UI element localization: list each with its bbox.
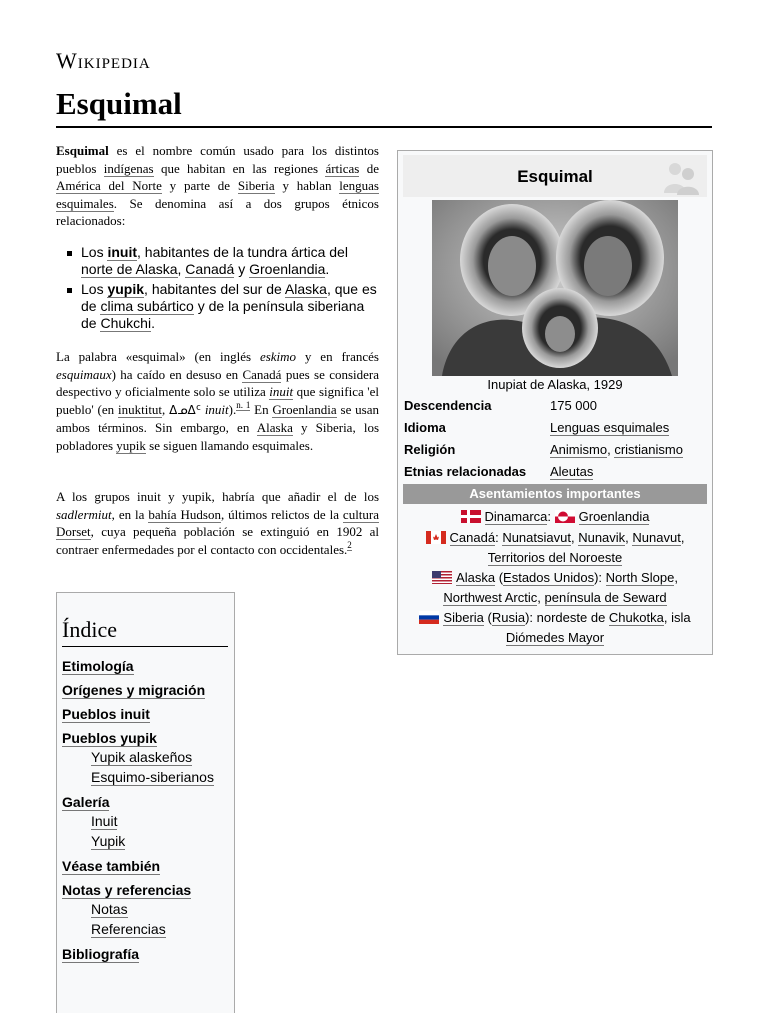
bullet-text: , (177, 261, 186, 277)
row-label: Etnias relacionadas (404, 464, 527, 479)
para-italic: eskimo (259, 349, 297, 364)
para-text: , últimos relictos de la (220, 506, 343, 522)
row-label: Idioma (404, 420, 446, 435)
settlement-alaska (403, 568, 707, 608)
row-value: 175 000 (550, 398, 597, 413)
table-of-contents (56, 592, 235, 1013)
para-text: La palabra «esquimal» (en inglés (56, 349, 260, 364)
canada-flag-icon (426, 531, 446, 544)
settlement-siberia (403, 608, 707, 648)
para-text: , (162, 401, 170, 417)
bullet-text: y (234, 261, 250, 277)
row-descendencia (404, 396, 708, 418)
intro-paragraph (56, 142, 379, 230)
usa-flag-icon (432, 571, 452, 584)
list-item-yupik (66, 281, 382, 332)
infobox-rows (404, 396, 708, 484)
infobox-photo (432, 200, 678, 376)
link-groenlandia-2[interactable]: Groenlandia (272, 401, 337, 417)
link-canada[interactable]: Canadá (185, 261, 235, 277)
link-dinamarca[interactable]: Dinamarca (484, 509, 548, 524)
bullet-text: , habitantes de la tundra ártica del (137, 244, 348, 260)
link-peninsula-de-seward[interactable]: península de Seward (544, 590, 667, 605)
link-inuktitut[interactable]: inuktitut (117, 401, 163, 417)
link-canada-3[interactable]: Canadá (449, 530, 496, 545)
link-cultura-dorset[interactable]: cultura Dorset (56, 506, 380, 540)
link-north-slope[interactable]: North Slope (605, 570, 675, 585)
title-divider (56, 126, 712, 128)
wikipedia-wordmark[interactable]: Wikipedia (56, 48, 151, 73)
toc-item[interactable] (62, 657, 232, 675)
toc-item-label[interactable]: Galería (62, 794, 110, 810)
para-text: A los grupos inuit y yupik, habría que añadir el de los (56, 489, 379, 504)
separator: , (625, 530, 633, 545)
toc-subitem[interactable] (62, 767, 232, 787)
toc-subitem-label[interactable]: Notas (91, 901, 128, 917)
para-italic: inuit (204, 401, 229, 417)
intro-text: . Se denomina así a dos grupos étnicos relacionados: (56, 195, 379, 229)
bullet-text: . (151, 315, 155, 331)
list-item-inuit (66, 244, 382, 278)
toc-list (62, 651, 232, 963)
toc-heading: Índice (62, 617, 228, 647)
link-siberia-2[interactable]: Siberia (443, 610, 484, 625)
toc-subitem-label[interactable]: Esquimo-siberianos (91, 769, 214, 785)
syllabics-text: ᐃᓄᐃᑦ (169, 402, 201, 417)
infobox (397, 150, 713, 655)
para-text: ). (228, 401, 237, 417)
toc-item-label[interactable]: Bibliografía (62, 946, 140, 962)
separator: ): nordeste de (525, 610, 609, 625)
toc-item-label[interactable]: Pueblos inuit (62, 706, 150, 722)
toc-subitem-label[interactable]: Referencias (91, 921, 166, 937)
separator: ( (483, 610, 492, 625)
toc-item[interactable] (62, 793, 232, 811)
link-america-del-norte[interactable]: América del Norte (56, 178, 162, 194)
para-text: ) ha caído en desuso en (111, 366, 243, 382)
link-groenlandia-3[interactable]: Groenlandia (578, 509, 650, 524)
para-text: se usan ambos términos. Sin embargo, en (56, 401, 379, 436)
link-nunavik[interactable]: Nunavik (578, 530, 626, 545)
row-etnias (404, 462, 708, 484)
para-text: pues se considera despectivo y oficialmente solo se utiliza (56, 366, 380, 400)
link-articas[interactable]: árticas (325, 160, 360, 176)
link-rusia[interactable]: Rusia (491, 610, 526, 625)
link-animismo[interactable]: Animismo (550, 442, 608, 457)
bullet-text: Los (81, 281, 108, 297)
bullet-text: y de la península siberiana de (81, 298, 365, 331)
separator: ( (495, 570, 504, 585)
intro-term: Esquimal (56, 143, 109, 158)
toc-subitem[interactable] (62, 919, 232, 939)
link-chukchi[interactable]: Chukchi (100, 315, 152, 331)
infobox-header (403, 155, 707, 197)
toc-item-label[interactable]: Notas y referencias (62, 882, 192, 898)
link-inuit-2[interactable]: inuit (269, 384, 294, 400)
russia-flag-icon (419, 611, 439, 624)
para-text: que significa 'el pueblo' (en (56, 384, 379, 417)
toc-item[interactable] (62, 681, 232, 699)
para-text: se siguen llamando esquimales. (145, 437, 314, 453)
link-alaska-2[interactable]: Alaska (256, 420, 293, 436)
bullet-text: , que es de (81, 281, 377, 314)
toc-subitem[interactable] (62, 899, 232, 919)
infobox-caption: Inupiat de Alaska, 1929 (487, 377, 623, 392)
row-label: Religión (404, 442, 456, 457)
separator: : (495, 530, 503, 545)
etymology-paragraph (56, 348, 379, 455)
row-label: Descendencia (404, 398, 492, 413)
link-alaska[interactable]: Alaska (284, 281, 327, 297)
para-text: , cuya pequeña población se extinguió en 1902 al contraer enfermedades por el contacto con occidentales. (56, 524, 379, 557)
link-aleutas[interactable]: Aleutas (550, 464, 594, 479)
link-estados-unidos[interactable]: Estados Unidos (503, 570, 595, 585)
settlement-denmark (403, 507, 707, 527)
para-text: y en francés (296, 349, 379, 364)
toc-subitem[interactable] (62, 831, 232, 851)
para-text: y Siberia, los pobladores (56, 420, 380, 453)
link-bahia-hudson[interactable]: bahía Hudson (148, 506, 221, 522)
link-canada-2[interactable]: Canadá (242, 366, 282, 382)
link-northwest-arctic[interactable]: Northwest Arctic (443, 590, 538, 605)
intro-text: de (359, 160, 379, 176)
link-siberia[interactable]: Siberia (237, 178, 275, 194)
toc-item-label[interactable]: Etimología (62, 658, 134, 674)
ref-2[interactable]: 2 (347, 539, 352, 550)
infobox-title: Esquimal (517, 167, 593, 186)
greenland-flag-icon (555, 510, 575, 523)
link-inuit[interactable]: inuit (107, 244, 138, 260)
toc-subitem-label[interactable]: Yupik alaskeños (91, 749, 193, 765)
separator: , (570, 530, 579, 545)
link-groenlandia[interactable]: Groenlandia (249, 261, 326, 277)
link-alaska-3[interactable]: Alaska (456, 570, 496, 585)
toc-item[interactable] (62, 945, 232, 963)
toc-item-label[interactable]: Orígenes y migración (62, 682, 206, 698)
separator: : (547, 509, 555, 524)
page-title: Esquimal (56, 86, 182, 121)
link-nunatsiavut[interactable]: Nunatsiavut (502, 530, 571, 545)
groups-list (66, 244, 382, 335)
toc-item[interactable] (62, 857, 232, 875)
intro-text: y parte de (161, 178, 238, 194)
bullet-text: , habitantes del sur de (144, 281, 285, 297)
row-idioma (404, 418, 708, 440)
intro-text: y hablan (274, 178, 340, 194)
separator: , (537, 590, 545, 605)
para-text: , en la (111, 506, 149, 522)
link-yupik-2[interactable]: yupik (116, 437, 146, 453)
separator: , (674, 570, 678, 585)
toc-item[interactable] (62, 881, 232, 899)
link-chukotka[interactable]: Chukotka (608, 610, 664, 625)
denmark-flag-icon (461, 510, 481, 523)
link-norte-de-alaska[interactable]: norte de Alaska (81, 261, 178, 277)
settlement-canada (403, 528, 707, 568)
toc-item[interactable] (62, 705, 232, 723)
link-diomedes-mayor[interactable]: Diómedes Mayor (505, 630, 605, 645)
people-icon (661, 159, 701, 195)
link-indigenas[interactable]: indígenas (103, 160, 154, 176)
settlements-header: Asentamientos importantes (403, 484, 707, 504)
intro-text: es el nombre común usado para los distintos pueblos (56, 143, 379, 176)
toc-subitem[interactable] (62, 811, 232, 831)
toc-item-label[interactable]: Pueblos yupik (62, 730, 157, 746)
link-lenguas-esquimales[interactable]: lenguas esquimales (56, 178, 379, 211)
toc-subitem-label[interactable]: Inuit (91, 813, 118, 829)
para-italic: sadlermiut (56, 506, 112, 522)
separator: , (607, 442, 615, 457)
note-ref-n1[interactable]: n. 1 (236, 399, 251, 410)
toc-subitem-label[interactable]: Yupik (91, 833, 126, 849)
link-nunavut[interactable]: Nunavut (632, 530, 681, 545)
separator: , (680, 530, 685, 545)
row-religion (404, 440, 708, 462)
toc-item[interactable] (62, 729, 232, 747)
sadlermiut-paragraph (56, 488, 379, 558)
link-territorios-del-noroeste[interactable]: Territorios del Noroeste (487, 550, 623, 565)
link-clima-subartico[interactable]: clima subártico (100, 298, 194, 314)
separator: , isla (663, 610, 691, 625)
toc-subitem[interactable] (62, 747, 232, 767)
link-yupik[interactable]: yupik (107, 281, 145, 297)
para-text: En (250, 401, 273, 417)
link-cristianismo[interactable]: cristianismo (614, 442, 683, 457)
link-lenguas-esquimales-2[interactable]: Lenguas esquimales (550, 420, 670, 435)
bullet-text: Los (81, 244, 108, 260)
intro-text: que habitan en las regiones (153, 160, 326, 176)
separator: ): (594, 570, 606, 585)
para-italic: esquimaux (56, 366, 112, 382)
toc-item-label[interactable]: Véase también (62, 858, 161, 874)
bullet-text: . (325, 261, 330, 277)
